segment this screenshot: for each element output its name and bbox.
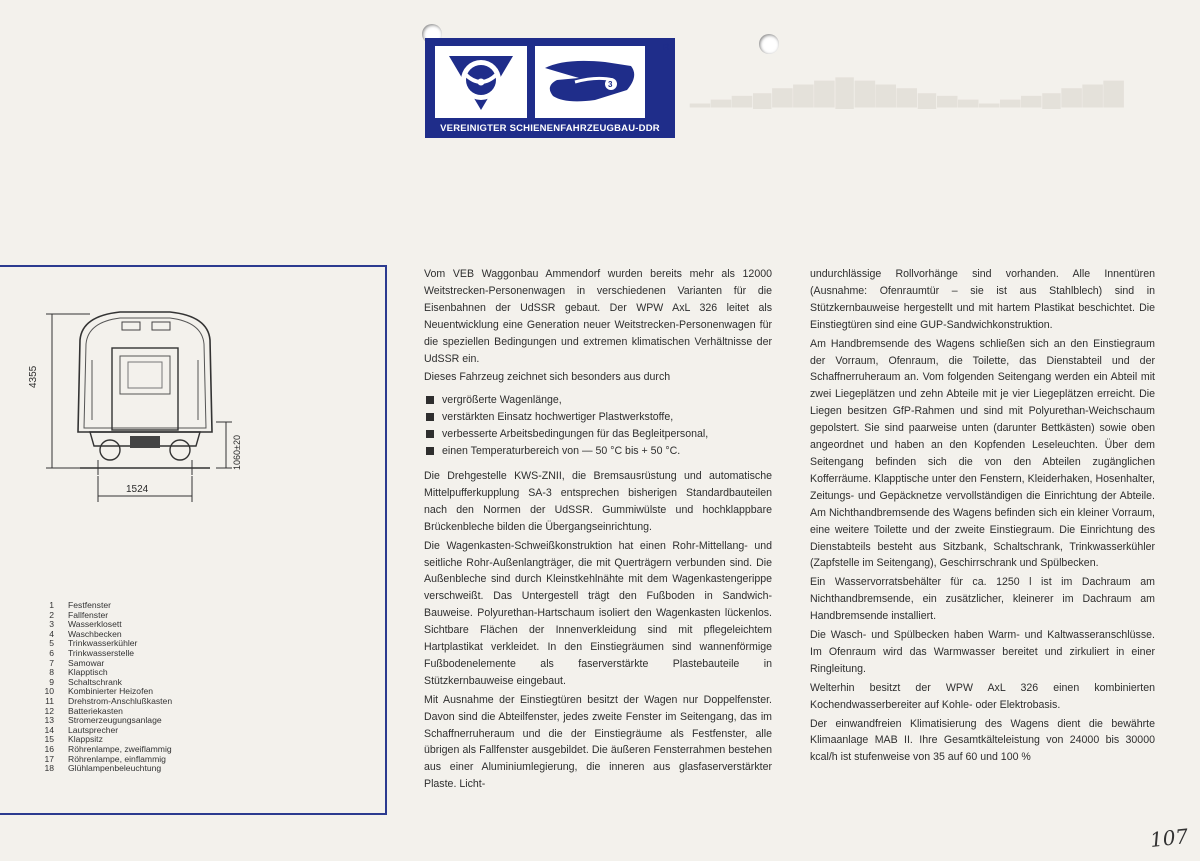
feature-item: verstärkten Einsatz hochwertiger Plastwerkstoffe,: [424, 409, 772, 426]
width-dimension-label: 1524: [126, 484, 149, 495]
legend-number: 10: [44, 686, 54, 697]
text-column-2: [810, 266, 1155, 768]
legend-number: 1: [49, 600, 54, 610]
layout-paragraph: Am Handbremsende des Wagens schließen sich an den Einstiegraum der Vorraum, Ofenraum, die Toilette, das Dienstabteil und der Schaffnerruheraum an. Vom folgenden Seitengang werden ein Abteil mit zwei Liegeplätzen und zehn Abteile mit je vier Liegeplätzen erreicht. Die Liegen besitzen GfP-Rahmen und sind mit Polyurethan-Weichschaum gepolstert. Sie sind paarweise unten (darunter Bettkästen) sowie oben angeordnet und haben an den Kopfenden Leseleuchten. Über dem Seitengang befinden sich die von den Abteilen zugänglichen Kofferräume. Klapptische unter den Fenstern, Kleiderhaken, Hosenhalter, Zeitungs- und Gepäcknetze vervollständigen die Einrichtung der Abteile. Am Nichthandbremsende des Wagens befinden sich ein kleiner Vorraum, eine weitere Toilette und der zweite Einstiegraum. Die Einrichtung des Dienstabteils besteht aus Sitzbank, Schaltschrank, Trinkwasserkühler (Zapfstelle im Seitengang), Geschirrschrank und Spülbecken.: [810, 337, 1155, 570]
legend-number: 14: [44, 724, 54, 735]
legend-text: Festfenster: [68, 600, 111, 610]
bleed-through-shadow: ▁▂▃▄▅▆▇█▇▆▅▄▃▂▁▂▃▄▅▆▇: [690, 78, 1125, 107]
legend-text: Batteriekasten: [68, 705, 123, 716]
text-column-1: [424, 266, 772, 795]
wagon-cross-section-diagram: [20, 300, 250, 520]
legend-number: 7: [49, 657, 54, 668]
feature-item: einen Temperaturbereich von — 50 °C bis + 50 °C.: [424, 443, 772, 460]
legend-item: [40, 649, 172, 659]
legend-item: [40, 726, 172, 736]
legend-text: Trinkwasserstelle: [68, 647, 135, 658]
legend-number: 18: [44, 763, 54, 774]
legend-text: Klapptisch: [68, 667, 108, 678]
svg-text:3: 3: [608, 80, 613, 89]
intro-paragraph: Vom VEB Waggonbau Ammendorf wurden bereits mehr als 12000 Weitstrecken-Personenwagen in verschiedenen Varianten für die Eisenbahnen der UdSSR gebaut. Der WPW AxL 326 leitet als Neuentwicklung eine Generation neuer Weitstrecken-Personenwagen für die speziellen Bedingungen und extremen klimatischen Verhältnisse der UdSSR ein.: [424, 268, 772, 365]
feature-list: [424, 392, 772, 460]
bullet-square-icon: [426, 430, 434, 438]
legend-number: 13: [44, 715, 54, 726]
legend-number: 2: [49, 609, 54, 620]
windows-paragraph: Mit Ausnahme der Einstiegtüren besitzt der Wagen nur Doppelfenster. Davon sind die Abteilfenster, jedes zweite Fenster im Seitengang, das im Schaffnerruheraum und die der Einstiegräume als Festfenster, alle übrigen als Fallfenster ausgebildet. Die äußeren Fensterrahmen bestehen aus einer Aluminiumlegierung, die inneren aus glasfaserverstärkter Plaste. Licht-: [424, 693, 772, 791]
legend-number: 17: [44, 753, 54, 764]
legend-number: 12: [44, 705, 54, 716]
legend-text: Röhrenlampe, zweiflammig: [68, 743, 172, 754]
legend-number: 11: [45, 695, 54, 706]
legend-text: Samowar: [68, 657, 105, 668]
legend-text: Lautsprecher: [68, 724, 119, 735]
legend-number: 8: [49, 667, 54, 678]
bullet-square-icon: [426, 396, 434, 404]
height-dimension-label: 4355: [28, 365, 39, 388]
legend-number: 3: [49, 619, 54, 630]
legend-number: 15: [44, 734, 54, 745]
legend-text: Waschbecken: [68, 628, 122, 639]
page-number: 107: [1148, 824, 1190, 852]
legend-number: 16: [44, 743, 54, 754]
legend-text: Klappsitz: [68, 734, 103, 745]
legend-text: Trinkwasserkühler: [68, 638, 138, 649]
legend-text: Wasserklosett: [68, 619, 122, 630]
feature-item: vergrößerte Wagenlänge,: [424, 392, 772, 409]
legend-text: Glühlampenbeleuchtung: [68, 763, 162, 774]
climate-paragraph: Der einwandfreien Klimatisierung des Wagens dient die bewährte Klimaanlage MAB II. Ihre Gesamtkälteleistung von 24000 bis 30000 kcal/h ist stufenweise von 35 auf 60 und 100 %: [810, 717, 1155, 764]
water-tank-paragraph: Ein Wasservorratsbehälter für ca. 1250 l ist im Dachraum am Nichthandbremsende, ein zusätzlicher, kleinerer im Dachraum am Handbremsende installiert.: [810, 576, 1155, 623]
triangle-circle-emblem-icon: [435, 46, 527, 118]
bullet-square-icon: [426, 413, 434, 421]
legend-text: Röhrenlampe, einflammig: [68, 753, 166, 764]
water-supply-paragraph: Die Wasch- und Spülbecken haben Warm- und Kaltwasseranschlüsse. Im Ofenraum wird das Warmwasser bereitet und zirkuliert in einer Ringleitung.: [810, 629, 1155, 675]
legend-number: 5: [49, 638, 54, 649]
boiler-paragraph: Welterhin besitzt der WPW AxL 326 einen kombinierten Kochendwasserbereiter auf Kohle- oder Elektrobasis.: [810, 681, 1155, 711]
doors-paragraph: undurchlässige Rollvorhänge sind vorhanden. Alle Innentüren (Ausnahme: Ofenraumtür – sie ist aus Stahlblech) sind in Stützkernbauweise hergestellt und mit hartem Plastikat beschichtet. Die Einstiegtüren sind eine GUP-Sandwichkonstruktion.: [810, 268, 1155, 331]
legend-text: Fallfenster: [68, 609, 109, 620]
legend-text: Stromerzeugungsanlage: [68, 715, 162, 726]
construction-paragraph: Die Wagenkasten-Schweißkonstruktion hat einen Rohr-Mittellang- und seitliche Rohr-Außenlangträger, die mit Querträgern verbunden sind. Die Außenbleche sind durch Kleinstkehlnähte mit dem Wagenkastengerippe verschweißt. Das Untergestell trägt den Fußboden in Sandwich-Bauweise. Polyurethan-Hartschaum isoliert den Wagenkasten lückenlos. Sichtbare Flächen der Innenverkleidung sind mit pflegeleichtem Hartplastikat verkleidet. In den Einstiegräumen sind wannenförmige Fußbodenelemente als faserverstärkte Plastebauteile in Stützkernbauweise eingebaut.: [424, 539, 772, 687]
legend-list: [40, 601, 172, 774]
train-wordmark-icon: [535, 46, 645, 118]
legend-text: Schaltschrank: [68, 676, 122, 687]
company-name: VEREINIGTER SCHIENENFAHRZEUGBAU-DDR: [440, 123, 660, 134]
legend-number: 6: [49, 647, 54, 658]
legend-text: Kombinierter Heizofen: [68, 686, 154, 697]
legend-number: 9: [49, 676, 54, 687]
vsd-logo: [425, 38, 675, 138]
legend-number: 4: [49, 628, 54, 639]
bullet-square-icon: [426, 447, 434, 455]
legend-item: [40, 764, 172, 774]
legend-text: Drehstrom-Anschlußkasten: [68, 695, 173, 706]
punch-hole-right: [759, 34, 779, 54]
features-lead: Dieses Fahrzeug zeichnet sich besonders aus durch: [424, 371, 671, 384]
feature-item: verbesserte Arbeitsbedingungen für das Begleitpersonal,: [424, 426, 772, 443]
floor-height-label: 1060±20: [232, 435, 242, 470]
registered-mark: R: [663, 42, 670, 52]
bogie-paragraph: Die Drehgestelle KWS-ZNII, die Bremsausrüstung und automatische Mittelpufferkupplung SA-3 entsprechen bisherigen Standardbauteilen nach den Normen der UdSSR. Gummiwülste und hochklappbare Brückenbleche bilden die Übergangseinrichtung.: [424, 469, 772, 533]
